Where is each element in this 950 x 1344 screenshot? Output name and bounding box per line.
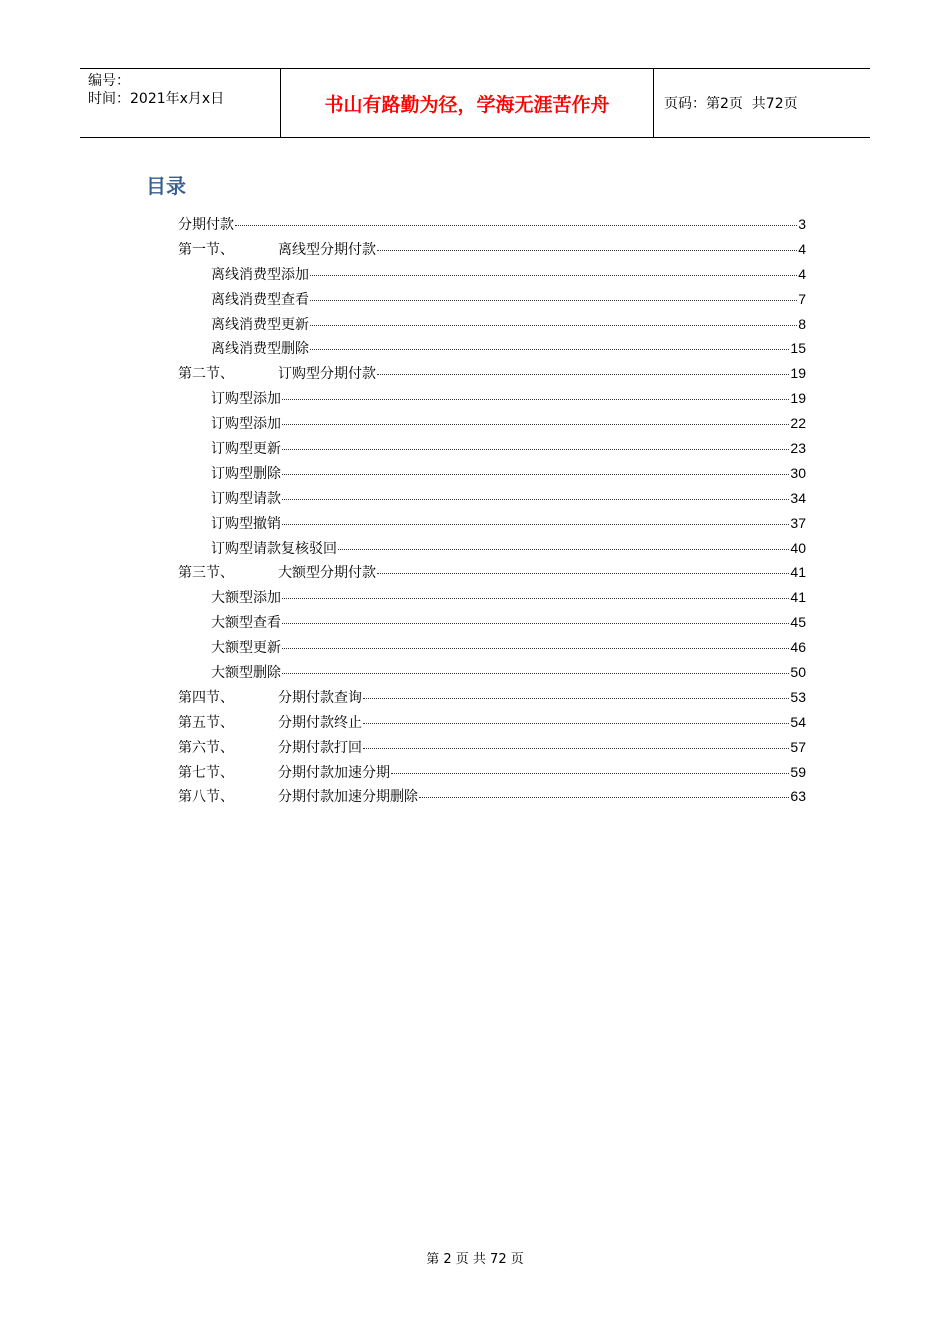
toc-leader-dots — [282, 474, 789, 475]
toc-entry[interactable] — [178, 760, 806, 785]
toc-entry-title: 大额型查看 — [211, 615, 281, 632]
toc-entry[interactable] — [178, 536, 806, 561]
toc-leader-dots — [363, 748, 789, 749]
toc-entry[interactable] — [178, 336, 806, 361]
toc-leader-dots — [282, 673, 789, 674]
toc-leader-dots — [377, 374, 789, 375]
toc-leader-dots — [310, 275, 797, 276]
toc-entry-page: 46 — [790, 639, 806, 656]
toc-entry-title: 离线消费型更新 — [211, 316, 309, 333]
toc-entry-page: 57 — [790, 738, 806, 755]
header-number: 编号： — [88, 73, 130, 89]
toc-entry-page: 63 — [790, 788, 806, 805]
toc-leader-dots — [282, 399, 789, 400]
toc-entry-page: 4 — [798, 240, 806, 257]
toc-entry-title: 离线型分期付款 — [278, 241, 376, 258]
toc-entry-title: 订购型添加 — [211, 391, 281, 408]
toc-entry[interactable] — [178, 660, 806, 685]
toc-entry-page: 22 — [790, 415, 806, 432]
toc-entry-page: 50 — [790, 664, 806, 681]
toc-entry-page: 45 — [790, 614, 806, 631]
toc-entry-title: 订购型添加 — [211, 416, 281, 433]
toc-leader-dots — [391, 773, 789, 774]
toc-entry-title: 订购型分期付款 — [278, 366, 376, 383]
toc-leader-dots — [235, 225, 797, 226]
toc-entry-page: 8 — [798, 315, 806, 332]
toc-leader-dots — [419, 797, 789, 798]
header-motto: 书山有路勤为径，学海无涯苦作舟 — [281, 69, 654, 137]
toc-entry-number: 第五节、 — [178, 714, 234, 731]
toc-entry-page: 19 — [790, 390, 806, 407]
toc-entry-title: 订购型删除 — [211, 465, 281, 482]
toc-entry[interactable] — [178, 486, 806, 511]
table-of-contents — [178, 212, 806, 809]
toc-leader-dots — [282, 598, 789, 599]
toc-entry[interactable] — [178, 635, 806, 660]
toc-entry[interactable] — [178, 685, 806, 710]
toc-entry-page: 53 — [790, 688, 806, 705]
toc-leader-dots — [377, 250, 797, 251]
toc-entry-page: 15 — [790, 340, 806, 357]
toc-entry-title: 大额型删除 — [211, 665, 281, 682]
toc-leader-dots — [310, 349, 789, 350]
toc-entry-page: 3 — [798, 216, 806, 232]
toc-entry-number: 第三节、 — [178, 565, 234, 582]
page-footer: 第 2 页 共 72 页 — [426, 1252, 524, 1267]
toc-leader-dots — [282, 524, 789, 525]
toc-entry-page: 40 — [790, 539, 806, 556]
toc-entry-title: 大额型分期付款 — [278, 565, 376, 582]
header-date: 时间：2021年x月x日 — [88, 91, 225, 107]
toc-entry-page: 37 — [790, 514, 806, 531]
toc-entry[interactable] — [178, 312, 806, 337]
toc-entry[interactable] — [178, 361, 806, 386]
toc-entry-page: 30 — [790, 464, 806, 481]
toc-entry[interactable] — [178, 386, 806, 411]
toc-leader-dots — [310, 300, 797, 301]
toc-entry-title: 订购型请款 — [211, 490, 281, 507]
toc-leader-dots — [282, 449, 789, 450]
toc-entry-title: 离线消费型查看 — [211, 291, 309, 308]
toc-entry-number: 第七节、 — [178, 764, 234, 781]
toc-leader-dots — [282, 648, 789, 649]
toc-leader-dots — [338, 549, 789, 550]
toc-title: 目录 — [146, 174, 186, 198]
toc-entry-title: 分期付款加速分期 — [278, 764, 390, 781]
toc-entry[interactable] — [178, 511, 806, 536]
toc-leader-dots — [377, 573, 789, 574]
header-meta — [80, 69, 281, 137]
toc-entry[interactable] — [178, 262, 806, 287]
toc-entry[interactable] — [178, 585, 806, 610]
toc-entry[interactable] — [178, 461, 806, 486]
toc-leader-dots — [282, 499, 789, 500]
toc-entry-number: 第一节、 — [178, 241, 234, 258]
toc-leader-dots — [282, 424, 789, 425]
toc-entry-page: 41 — [790, 564, 806, 581]
toc-leader-dots — [363, 698, 789, 699]
toc-entry-page: 59 — [790, 763, 806, 780]
toc-entry-title: 分期付款加速分期删除 — [278, 789, 418, 806]
toc-entry-number: 第二节、 — [178, 366, 234, 383]
toc-entry-title: 离线消费型删除 — [211, 341, 309, 358]
toc-leader-dots — [282, 623, 789, 624]
toc-entry-page: 23 — [790, 440, 806, 457]
toc-entry[interactable] — [178, 560, 806, 585]
toc-entry-page: 41 — [790, 589, 806, 606]
toc-entry-page: 7 — [798, 290, 806, 307]
toc-entry[interactable] — [178, 784, 806, 809]
toc-entry-title: 大额型添加 — [211, 590, 281, 607]
toc-entry-page: 34 — [790, 489, 806, 506]
toc-entry-title: 分期付款终止 — [278, 714, 362, 731]
toc-entry-title: 订购型更新 — [211, 441, 281, 458]
toc-entry-title: 离线消费型添加 — [211, 266, 309, 283]
toc-entry-page: 4 — [798, 265, 806, 282]
toc-entry[interactable] — [178, 710, 806, 735]
toc-entry-title: 订购型请款复核驳回 — [211, 540, 337, 557]
toc-entry-page: 19 — [790, 365, 806, 382]
toc-entry-title: 分期付款打回 — [278, 739, 362, 756]
toc-entry-title: 分期付款 — [178, 217, 234, 233]
toc-entry-number: 第八节、 — [178, 789, 234, 806]
toc-entry[interactable] — [178, 287, 806, 312]
toc-entry-title: 订购型撤销 — [211, 515, 281, 532]
toc-leader-dots — [363, 723, 789, 724]
toc-entry[interactable] — [178, 436, 806, 461]
page-header — [80, 68, 870, 138]
toc-entry[interactable] — [178, 212, 806, 237]
header-page-info: 页码：第2页 共72页 — [664, 96, 798, 112]
toc-entry[interactable] — [178, 610, 806, 635]
toc-entry[interactable] — [178, 735, 806, 760]
toc-entry-page: 54 — [790, 713, 806, 730]
toc-entry-number: 第六节、 — [178, 739, 234, 756]
toc-entry[interactable] — [178, 237, 806, 262]
toc-entry[interactable] — [178, 411, 806, 436]
toc-entry-number: 第四节、 — [178, 689, 234, 706]
toc-entry-title: 分期付款查询 — [278, 689, 362, 706]
toc-leader-dots — [310, 325, 797, 326]
toc-entry-title: 大额型更新 — [211, 640, 281, 657]
